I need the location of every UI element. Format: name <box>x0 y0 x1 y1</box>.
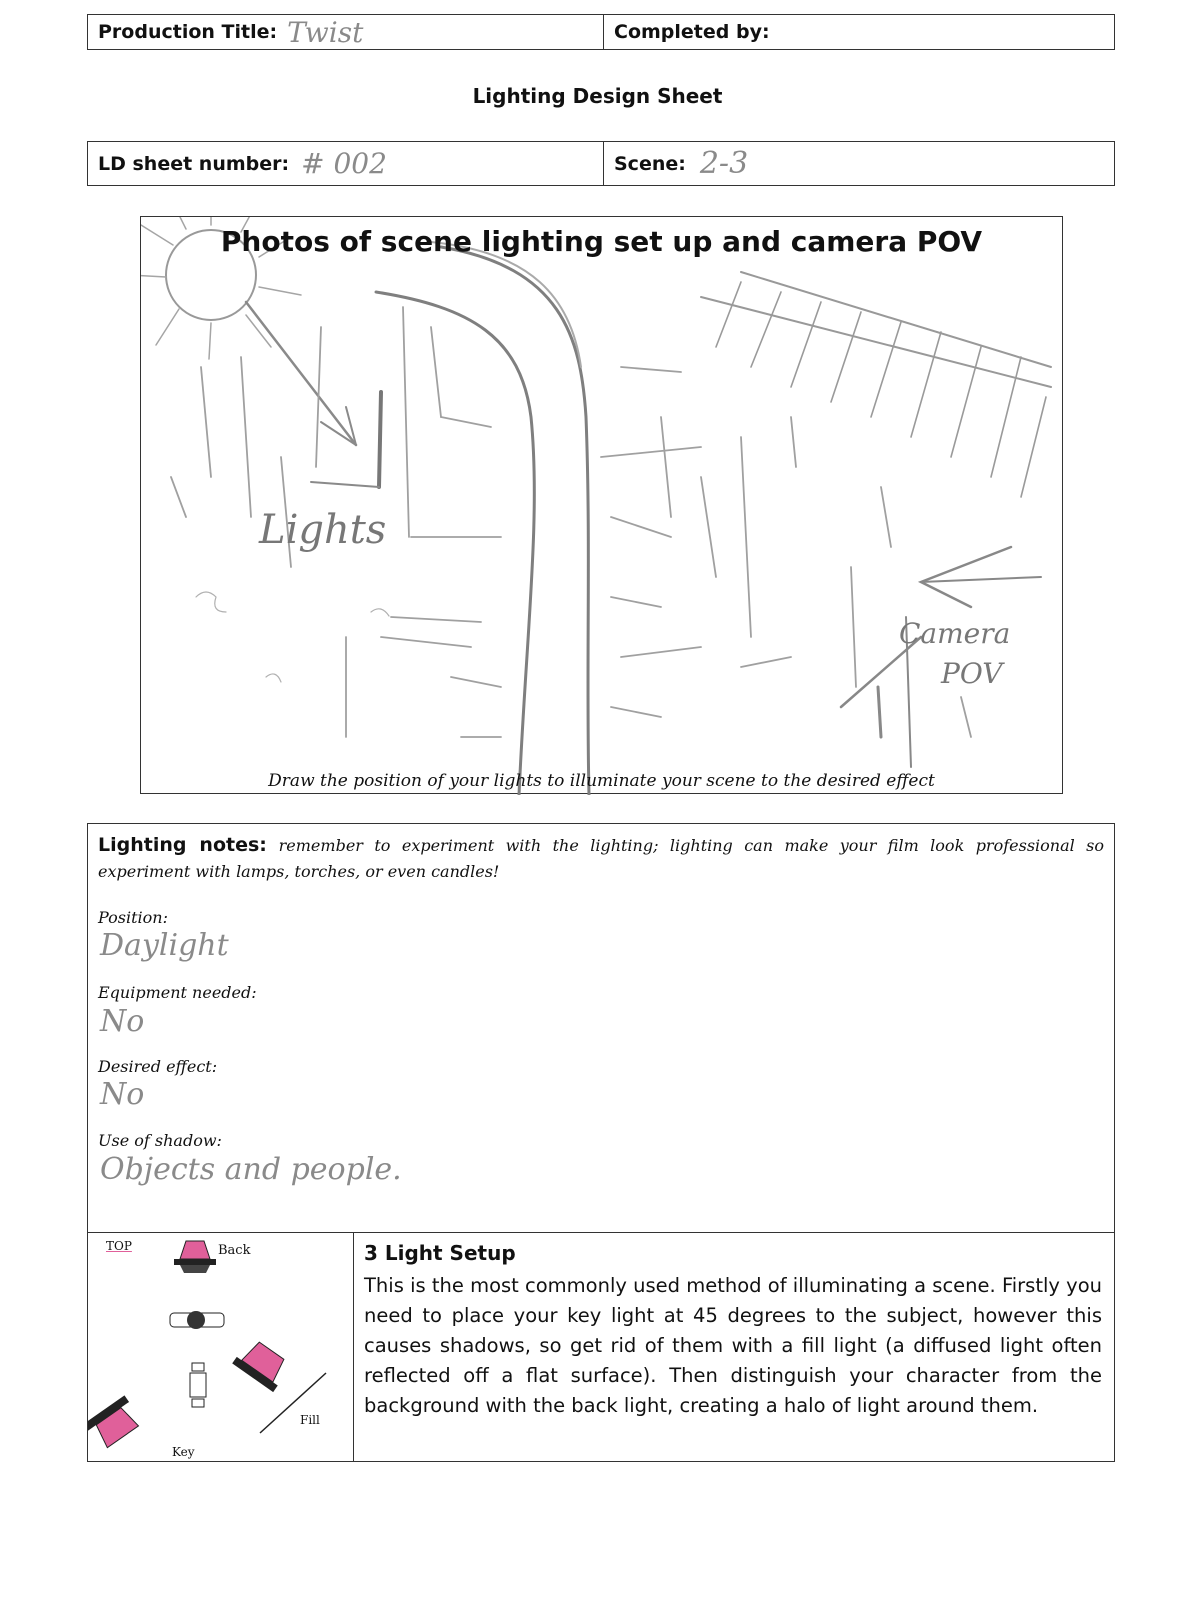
production-title-value[interactable]: Twist <box>287 15 364 49</box>
lighting-notes-intro <box>98 832 1104 885</box>
ld-sheet-number-label: LD sheet number: <box>98 152 290 175</box>
production-title-label: Production Title: <box>98 21 278 43</box>
production-info-row <box>87 14 1115 50</box>
setup-title: 3 Light Setup <box>364 1241 516 1265</box>
desired-effect-value[interactable]: No <box>100 1077 145 1112</box>
scene-label: Scene: <box>614 152 686 175</box>
diagram-label-key: Key <box>172 1445 195 1459</box>
ld-sheet-number-cell <box>88 142 604 185</box>
camera-icon <box>190 1363 206 1407</box>
three-light-diagram <box>87 1232 354 1462</box>
use-of-shadow-value[interactable]: Objects and people. <box>100 1152 402 1187</box>
lighting-notes-section <box>87 823 1115 1233</box>
production-title-cell <box>88 15 604 49</box>
fill-light-icon <box>232 1336 292 1392</box>
photo-section-caption: Draw the position of your lights to illuminate your scene to the desired effect <box>268 771 935 791</box>
position-value[interactable]: Daylight <box>100 928 229 963</box>
sketch-label-pov: POV <box>941 657 1003 690</box>
desired-effect-label: Desired effect: <box>98 1057 218 1076</box>
sheet-info-row <box>87 141 1115 186</box>
lighting-notes-label: Lighting notes: <box>98 834 267 856</box>
diagram-label-top: TOP <box>106 1239 132 1253</box>
subject-icon <box>170 1311 224 1329</box>
lighting-sketch-area[interactable] <box>140 216 1063 794</box>
diagram-label-fill: Fill <box>300 1413 320 1427</box>
scene-value[interactable]: 2-3 <box>699 146 749 181</box>
back-light-icon <box>174 1241 216 1273</box>
equipment-needed-value[interactable]: No <box>100 1004 145 1039</box>
setup-description: This is the most commonly used method of illuminating a scene. Firstly you need to place your key light at 45 degrees to the subject, however this causes shadows, so get rid of them with a fill light (a diffused light often reflected off a flat surface). Then distinguish your character from the background with the back light, creating a halo of light around them. <box>364 1274 1102 1417</box>
diagram-label-back: Back <box>218 1243 251 1258</box>
photo-section-heading: Photos of scene lighting set up and camera POV <box>220 225 983 258</box>
use-of-shadow-label: Use of shadow: <box>98 1131 222 1150</box>
completed-by-label: Completed by: <box>614 21 770 43</box>
scene-cell <box>604 142 1114 185</box>
sketch-label-camera: Camera <box>899 617 1011 650</box>
sketch-label-lights: Lights <box>259 507 387 553</box>
position-label: Position: <box>98 908 168 927</box>
three-light-setup-panel <box>353 1232 1115 1462</box>
light-positions-icons <box>88 1233 353 1461</box>
sheet-title: Lighting Design Sheet <box>472 84 723 108</box>
lighting-notes-text: remember to experiment with the lighting; lighting can make your film look professional so experiment with lamps, torches, or even candles! <box>98 836 1105 881</box>
pencil-sketch <box>141 217 1064 795</box>
completed-by-cell <box>604 15 1114 49</box>
ld-sheet-number-value[interactable]: # 002 <box>301 147 387 180</box>
equipment-needed-label: Equipment needed: <box>98 983 257 1002</box>
key-light-icon <box>88 1395 143 1451</box>
